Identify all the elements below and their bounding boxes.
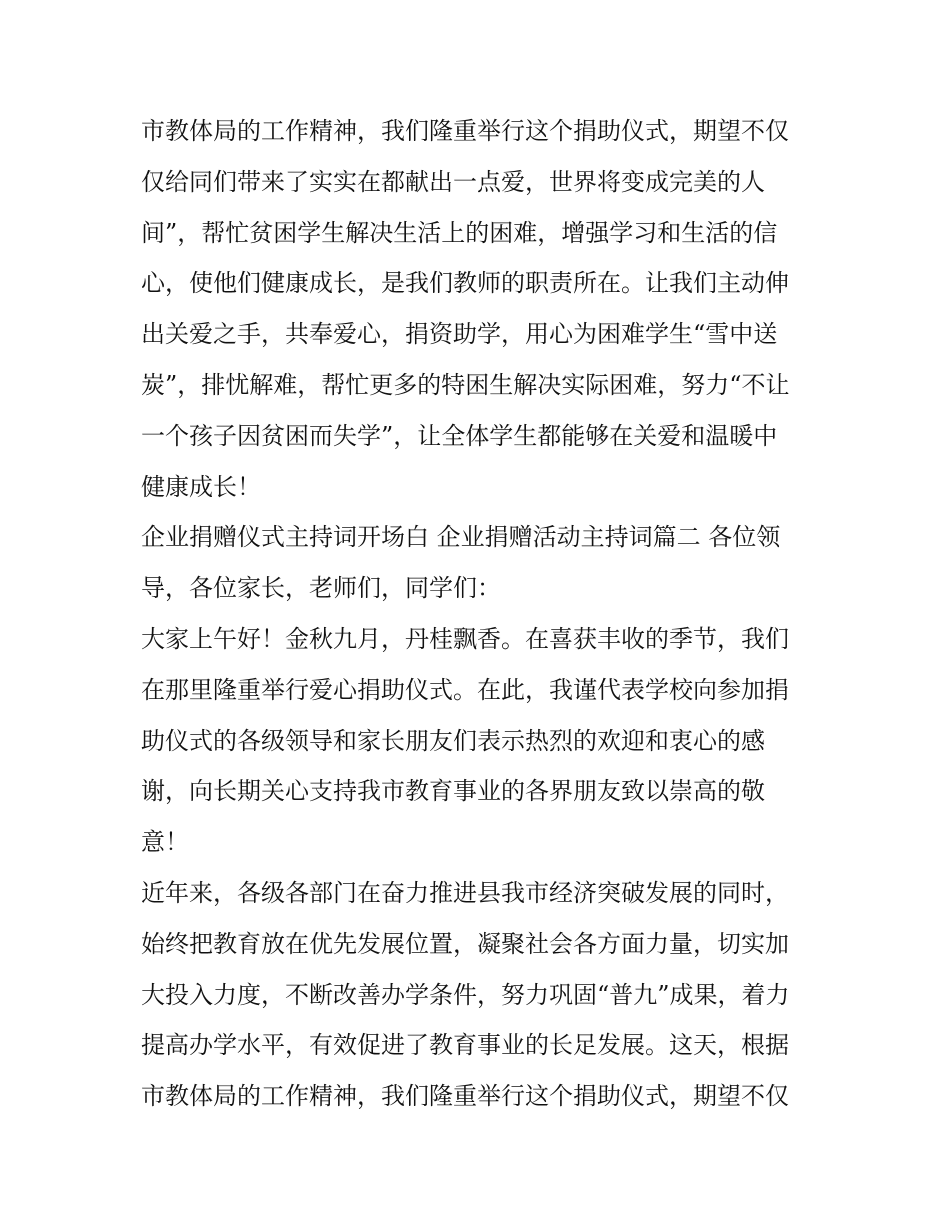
text-line-14: 谢，向长期关心支持我市教育事业的各界朋友致以崇高的敬 <box>141 777 765 806</box>
text-line-19: 提高办学水平，有效促进了教育事业的长足发展。这天，根据 <box>141 1031 789 1060</box>
text-line-2: 仅给同们带来了实实在都献出一点爱，世界将变成完美的人 <box>141 167 765 196</box>
text-line-6: 炭”，排忧解难，帮忙更多的特困生解决实际困难，努力“不让 <box>141 370 790 399</box>
text-line-4: 心，使他们健康成长，是我们教师的职责所在。让我们主动伸 <box>141 269 789 298</box>
text-line-15: 意！ <box>141 828 189 857</box>
text-line-18: 大投入力度，不断改善办学条件，努力巩固“普九”成果，着力 <box>141 980 790 1009</box>
text-line-12: 在那里隆重举行爱心捐助仪式。在此，我谨代表学校向参加捐 <box>141 675 789 704</box>
text-line-11: 大家上午好！金秋九月，丹桂飘香。在喜获丰收的季节，我们 <box>141 624 789 653</box>
text-line-5: 出关爱之手，共奉爱心，捐资助学，用心为困难学生“雪中送 <box>141 320 778 349</box>
text-line-10: 导，各位家长，老师们，同学们： <box>141 574 501 603</box>
text-line-7: 一个孩子因贫困而失学”，让全体学生都能够在关爱和温暖中 <box>141 421 778 450</box>
text-line-1: 市教体局的工作精神，我们隆重举行这个捐助仪式，期望不仅 <box>141 117 789 145</box>
document-body <box>141 106 821 1122</box>
text-line-3: 间”，帮忙贫困学生解决生活上的困难，增强学习和生活的信 <box>141 218 778 247</box>
text-line-20: 市教体局的工作精神，我们隆重举行这个捐助仪式，期望不仅 <box>141 1082 789 1111</box>
text-line-13: 助仪式的各级领导和家长朋友们表示热烈的欢迎和衷心的感 <box>141 726 765 755</box>
text-line-16: 近年来，各级各部门在奋力推进县我市经济突破发展的同时， <box>141 878 789 907</box>
text-line-8: 健康成长！ <box>141 472 261 501</box>
text-line-9: 企业捐赠仪式主持词开场白 企业捐赠活动主持词篇二 各位领 <box>141 523 781 552</box>
text-line-17: 始终把教育放在优先发展位置，凝聚社会各方面力量，切实加 <box>141 929 789 958</box>
